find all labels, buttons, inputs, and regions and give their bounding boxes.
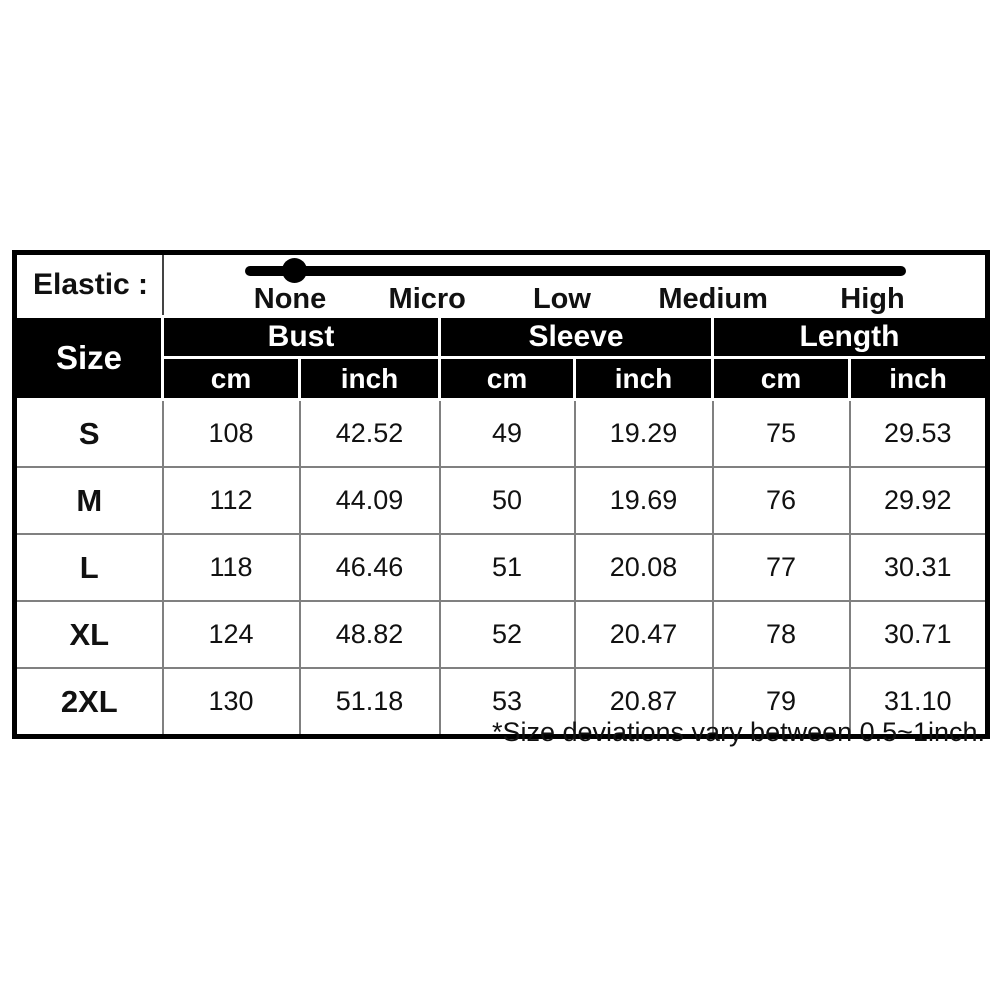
sleeve-inch-value: 19.69: [575, 467, 713, 534]
length-cm-value: 77: [713, 534, 850, 601]
bust-inch-header: inch: [300, 358, 440, 400]
sleeve-inch-value: 20.87: [575, 668, 713, 737]
bust-cm-value: 112: [163, 467, 300, 534]
elastic-option-none: None: [253, 283, 327, 315]
length-cm-value: 75: [713, 400, 850, 468]
sleeve-cm-value: 53: [440, 668, 575, 737]
size-cell: 2XL: [15, 668, 163, 737]
elastic-option-medium: Medium: [658, 283, 768, 315]
elastic-option-high: High: [840, 283, 905, 315]
bust-inch-value: 44.09: [300, 467, 440, 534]
size-cell: M: [15, 467, 163, 534]
bust-cm-value: 118: [163, 534, 300, 601]
length-cm-value: 76: [713, 467, 850, 534]
sleeve-inch-header: inch: [575, 358, 713, 400]
size-cell: S: [15, 400, 163, 468]
elastic-label: Elastic :: [15, 253, 163, 317]
sleeve-cm-header: cm: [440, 358, 575, 400]
sleeve-cm-value: 52: [440, 601, 575, 668]
length-inch-value: 31.10: [850, 668, 988, 737]
table-row: [15, 400, 988, 468]
length-inch-header: inch: [850, 358, 988, 400]
bust-inch-value: 51.18: [300, 668, 440, 737]
size-column-header: Size: [15, 317, 163, 400]
length-inch-value: 30.31: [850, 534, 988, 601]
group-header-row: [15, 317, 988, 358]
sleeve-cm-value: 49: [440, 400, 575, 468]
footnote: *Size deviations vary between 0.5~1inch.: [491, 717, 985, 747]
bust-inch-value: 46.46: [300, 534, 440, 601]
length-inch-value: 29.53: [850, 400, 988, 468]
table-row: [15, 467, 988, 534]
table-row: [15, 534, 988, 601]
sleeve-inch-value: 20.47: [575, 601, 713, 668]
bust-cm-value: 108: [163, 400, 300, 468]
sleeve-cm-value: 51: [440, 534, 575, 601]
elastic-option-low: Low: [532, 283, 591, 315]
table-row: [15, 601, 988, 668]
length-inch-value: 30.71: [850, 601, 988, 668]
bust-group-header: Bust: [163, 317, 440, 358]
elastic-row: [15, 253, 988, 317]
length-cm-header: cm: [713, 358, 850, 400]
sleeve-group-header: Sleeve: [440, 317, 713, 358]
elastic-option-micro: Micro: [388, 283, 466, 315]
bust-cm-header: cm: [163, 358, 300, 400]
length-cm-value: 78: [713, 601, 850, 668]
length-cm-value: 79: [713, 668, 850, 737]
elastic-slider-track: [245, 266, 906, 276]
length-group-header: Length: [713, 317, 988, 358]
size-cell: XL: [15, 601, 163, 668]
size-cell: L: [15, 534, 163, 601]
size-table: [12, 250, 990, 739]
bust-cm-value: 130: [163, 668, 300, 737]
length-inch-value: 29.92: [850, 467, 988, 534]
sleeve-cm-value: 50: [440, 467, 575, 534]
elastic-slider-thumb: [282, 258, 307, 283]
sleeve-inch-value: 20.08: [575, 534, 713, 601]
bust-inch-value: 48.82: [300, 601, 440, 668]
elastic-slider: [163, 253, 988, 317]
bust-inch-value: 42.52: [300, 400, 440, 468]
sleeve-inch-value: 19.29: [575, 400, 713, 468]
bust-cm-value: 124: [163, 601, 300, 668]
